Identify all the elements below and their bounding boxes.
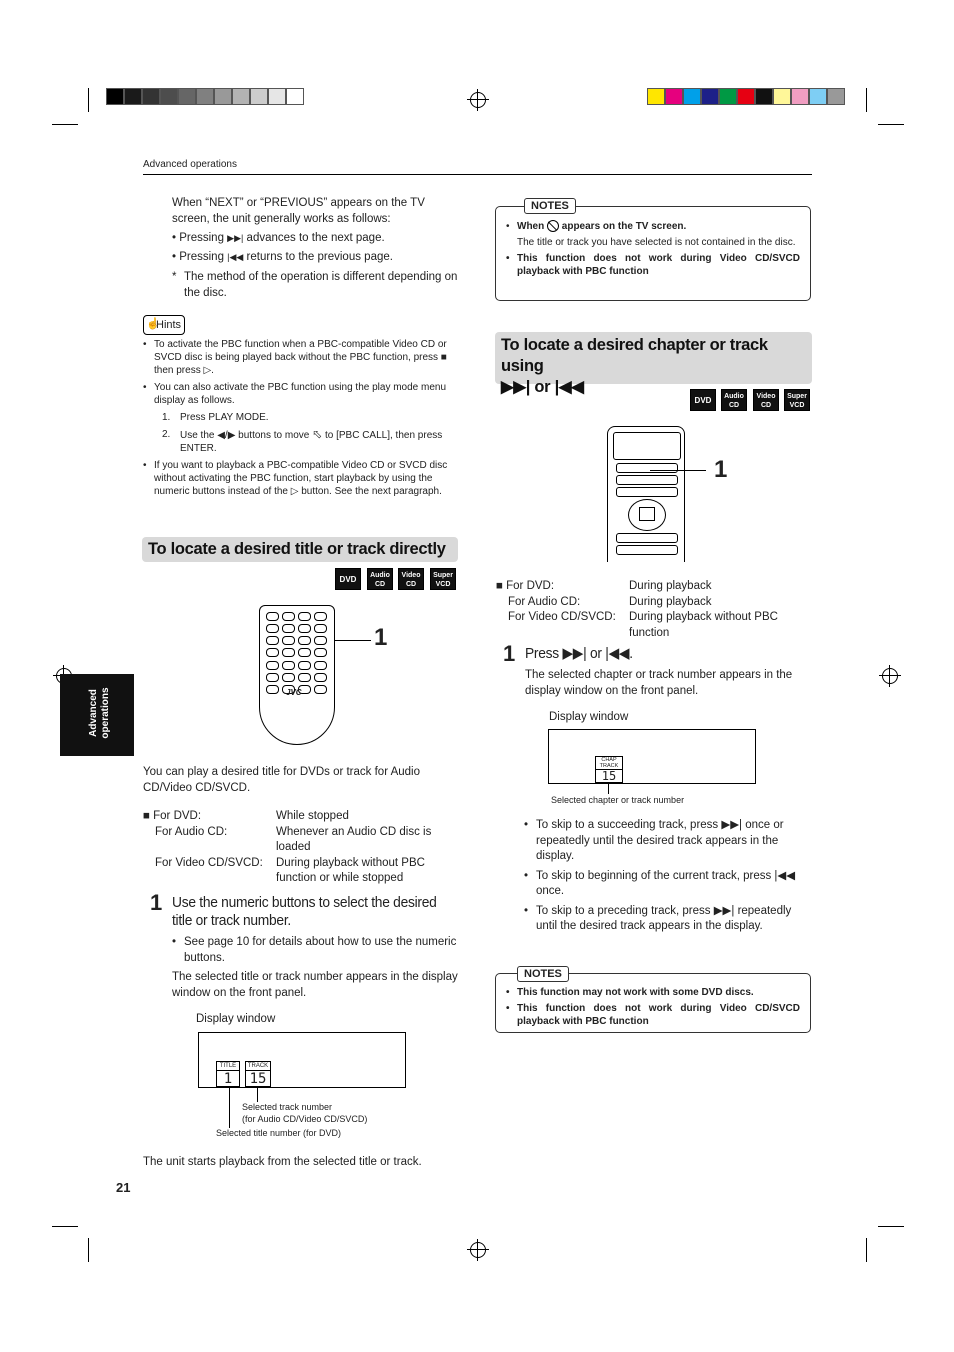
next-icon: ▶▶| xyxy=(227,233,244,243)
step-paragraph: The selected title or track number appears in the display window on the front panel. xyxy=(172,971,458,999)
skip-bullet-1: To skip to a succeeding track, press ▶▶| once or repeatedly until the desired track appears in the display. xyxy=(536,819,784,862)
cursor-icon: ⬁ xyxy=(312,427,323,441)
hand-icon: ☝ xyxy=(146,318,160,330)
hint-2-step-1: Press PLAY MODE. xyxy=(180,412,269,423)
cond-key: For Video CD/SVCD: xyxy=(155,856,263,869)
section-title-skip-line1: To locate a desired chapter or track using xyxy=(501,336,768,375)
badge-audio-cd: Audio CD xyxy=(721,389,747,411)
display-window-label: Display window xyxy=(196,1013,276,1025)
display-window xyxy=(198,1032,406,1088)
note-2b: This function does not work during Video CD/SVCD playback with PBC function xyxy=(517,1003,800,1027)
intro-paragraph: When “NEXT” or “PREVIOUS” appears on the TV screen, the unit generally works as follows: xyxy=(172,197,425,225)
badge-dvd: DVD xyxy=(690,389,716,411)
gray-color-bar xyxy=(106,88,304,105)
registration-mark-icon xyxy=(470,1242,486,1258)
registration-mark-icon xyxy=(882,668,898,684)
caption-title: Selected title number (for DVD) xyxy=(216,1128,342,1138)
badge-super-vcd: Super VCD xyxy=(784,389,810,411)
section-title-skip-line2: ▶▶| or |◀◀ xyxy=(501,378,584,396)
cond-value: Whenever an Audio CD disc is loaded xyxy=(276,825,432,853)
side-tab-line1: Advanced xyxy=(88,689,99,737)
remote-control-bottom-illustration xyxy=(259,605,335,745)
intro-bullet-next: • Pressing ▶▶| advances to the next page. xyxy=(172,232,385,244)
callout-line xyxy=(650,470,706,471)
hint-2: You can also activate the PBC function using the play mode menu display as follows. xyxy=(154,382,447,406)
conditions-right xyxy=(496,579,812,641)
skip-bullet-3: To skip to a preceding track, press ▶▶| repeatedly until the desired track appears in the display. xyxy=(536,904,792,932)
lcd-chapter-track: CHAP TRACK 15 xyxy=(595,756,623,783)
running-header: Advanced operations xyxy=(143,159,237,170)
bullet-prefix: Pressing xyxy=(179,251,228,263)
header-rule xyxy=(143,174,812,175)
note-1a-pre: When xyxy=(517,221,545,232)
notes-1-list: • When appears on the TV screen. The title or track you have selected is not contained in the disc. • This function does not work during Video CD/SVCD playback with PBC function xyxy=(506,221,800,277)
step-number: 1 xyxy=(150,890,163,915)
skip-bullets: • To skip to a succeeding track, press ▶▶| once or repeatedly until the desired track appears in the display. • To skip to beginning of the current track, press |◀◀ once. • To skip to a preceding track, press ▶▶| repeatedly until the desired track appears in the display. xyxy=(524,819,796,932)
hint-1: To activate the PBC function when a PBC-compatible Video CD or SVCD disc is being played back without the PBC function, press ■ then press ▷. xyxy=(154,339,447,376)
bullet-suffix: advances to the next page. xyxy=(243,232,385,244)
badge-audio-cd: Audio CD xyxy=(367,568,393,590)
section-title-skip xyxy=(495,332,812,396)
caption-chapter-track: Selected chapter or track number xyxy=(551,795,685,805)
notes-2-list: • This function may not work with some DVD discs. • This function does not work during Video CD/SVCD playback with PBC function xyxy=(506,987,800,1027)
notes-label-2: NOTES xyxy=(517,966,569,982)
lcd-track: TRACK 15 xyxy=(245,1061,271,1087)
cond-key: ■ For DVD: xyxy=(496,580,555,592)
display-window-label: Display window xyxy=(549,711,629,723)
hints-badge xyxy=(143,315,185,335)
hint-2-step-2-pre: Use the ◀/▶ buttons to move xyxy=(180,430,310,441)
step-instruction: Use the numeric buttons to select the desired title or track number. xyxy=(172,894,437,929)
note-1b: This function does not work during Video CD/SVCD playback with PBC function xyxy=(517,253,800,277)
badge-video-cd: Video CD xyxy=(398,568,424,590)
conditions-left xyxy=(143,809,459,887)
callout-line xyxy=(335,640,371,641)
step-bullet: • See page 10 for details about how to use the numeric buttons. xyxy=(172,936,457,964)
badge-super-vcd: Super VCD xyxy=(430,568,456,590)
step-number: 1 xyxy=(503,641,516,666)
cond-value: During playback without PBC function or while stopped xyxy=(276,856,425,884)
step-paragraph: The selected chapter or track number appears in the display window on the front panel. xyxy=(525,669,793,697)
process-color-bar xyxy=(647,88,845,105)
intro2-paragraph: You can play a desired title for DVDs or track for Audio CD/Video CD/SVCD. xyxy=(143,766,420,794)
intro-note-text: The method of the operation is different depending on the disc. xyxy=(184,271,458,299)
cond-key: For Audio CD: xyxy=(508,595,581,608)
cond-key: For Audio CD: xyxy=(155,825,228,838)
previous-icon: |◀◀ xyxy=(227,252,244,262)
cond-value: During playback xyxy=(629,580,712,592)
caption-track xyxy=(242,1101,367,1125)
registration-mark-icon xyxy=(470,92,486,108)
bullet-suffix: returns to the previous page. xyxy=(243,251,393,263)
hints-list: • To activate the PBC function when a PBC-compatible Video CD or SVCD disc is being played back without the PBC function, press ■ then press ▷. • You can also activate the PBC function using the play mode menu display as follows. 1. Press PLAY MODE. 2. Use the ◀/▶ buttons to move ⬁ to [PBC CALL], then press ENTER. • If you want to playback a PBC-compatible Video CD or SVCD disc without activating the PBC function, start playback by using the numeric buttons instead of the ▷ button. See the next paragraph. xyxy=(143,339,448,497)
leader-line-track xyxy=(257,1088,258,1102)
notes-label-1: NOTES xyxy=(524,198,576,214)
step-bullet-text: See page 10 for details about how to use the numeric buttons. xyxy=(184,936,457,964)
remote-control-top-illustration xyxy=(607,426,685,562)
hints-label: Hints xyxy=(156,319,182,331)
cond-value: During playback without PBC function xyxy=(629,611,778,639)
lcd-title: TITLE 1 xyxy=(216,1061,240,1087)
badge-dvd: DVD xyxy=(335,568,361,590)
side-tab xyxy=(60,674,134,756)
note-1a-post: appears on the TV screen. xyxy=(561,221,687,232)
intro-note: * The method of the operation is different depending on the disc. xyxy=(172,270,458,301)
bullet-prefix: Pressing xyxy=(179,232,228,244)
note-1a-sub: The title or track you have selected is not contained in the disc. xyxy=(517,237,796,248)
cond-value: While stopped xyxy=(276,810,349,822)
page-number: 21 xyxy=(116,1180,131,1195)
cond-key: For Video CD/SVCD: xyxy=(508,611,616,623)
skip-bullet-2: To skip to beginning of the current track, press |◀◀ once. xyxy=(536,869,796,897)
side-tab-line2: operations xyxy=(100,687,111,739)
badge-video-cd: Video CD xyxy=(753,389,779,411)
callout-number: 1 xyxy=(374,624,388,651)
callout-number: 1 xyxy=(714,456,728,483)
leader-line-title xyxy=(229,1088,230,1128)
step-instruction: Press ▶▶| or |◀◀. xyxy=(525,645,633,662)
leader-line xyxy=(608,784,609,794)
hint-3: If you want to playback a PBC-compatible Video CD or SVCD disc without activating the PBC function, start playback by using the numeric buttons instead of the ▷ button. See the next paragraph. xyxy=(154,460,448,497)
remote-brand-logo: JVC xyxy=(286,688,302,697)
caption-track-line2: (for Audio CD/Video CD/SVCD) xyxy=(242,1114,368,1124)
cond-value: During playback xyxy=(629,595,712,608)
section-title-direct: To locate a desired title or track directly xyxy=(142,537,458,562)
prohibited-icon xyxy=(547,220,559,232)
caption-track-line1: Selected track number xyxy=(242,1102,333,1112)
display-window xyxy=(548,729,756,784)
cond-key: ■ For DVD: xyxy=(143,810,202,822)
intro-bullet-previous: • Pressing |◀◀ returns to the previous page. xyxy=(172,251,393,263)
hint-2-step-2-post: to [PBC CALL], then press ENTER. xyxy=(180,430,443,454)
closing-paragraph: The unit starts playback from the selected title or track. xyxy=(143,1156,422,1168)
note-2a: This function may not work with some DVD discs. xyxy=(517,987,754,998)
